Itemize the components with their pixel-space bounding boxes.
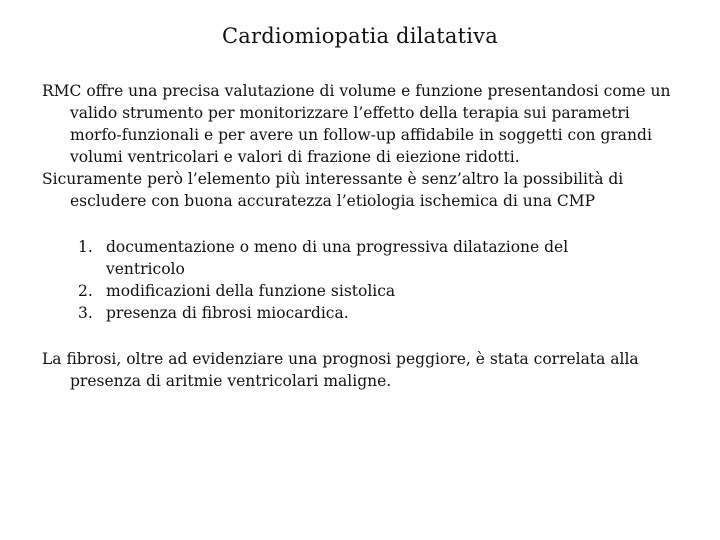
list-item bbox=[42, 280, 682, 302]
numbered-list bbox=[42, 236, 682, 324]
list-item-text: documentazione o meno di una progressiva dilatazione del ventricolo bbox=[106, 238, 569, 278]
list-item-number: 1. bbox=[78, 238, 93, 256]
paragraph-etiologia: Sicuramente però l’elemento più interessante è senz’altro la possibilità di escludere con buona accuratezza l’etiologia ischemica di una CMP bbox=[42, 170, 624, 210]
list-item bbox=[42, 236, 682, 280]
paragraph-rmc: RMC offre una precisa valutazione di volume e funzione presentandosi come un valido strumento per monitorizzare l’effetto della terapia sui parametri morfo-funzionali e per avere un follow-up affidabile in soggetti con grandi volumi ventricolari e valori di frazione di eiezione ridotti. bbox=[42, 82, 671, 166]
slide-title: Cardiomiopatia dilatativa bbox=[222, 24, 498, 48]
list-item bbox=[42, 302, 682, 324]
list-item-text: presenza di fibrosi miocardica. bbox=[106, 304, 349, 322]
list-item-number: 2. bbox=[78, 282, 93, 300]
paragraph-fibrosi: La fibrosi, oltre ad evidenziare una prognosi peggiore, è stata correlata alla presenza di aritmie ventricolari maligne. bbox=[42, 350, 639, 390]
list-item-number: 3. bbox=[78, 304, 93, 322]
list-item-text: modificazioni della funzione sistolica bbox=[106, 282, 396, 300]
slide-body bbox=[42, 80, 682, 392]
